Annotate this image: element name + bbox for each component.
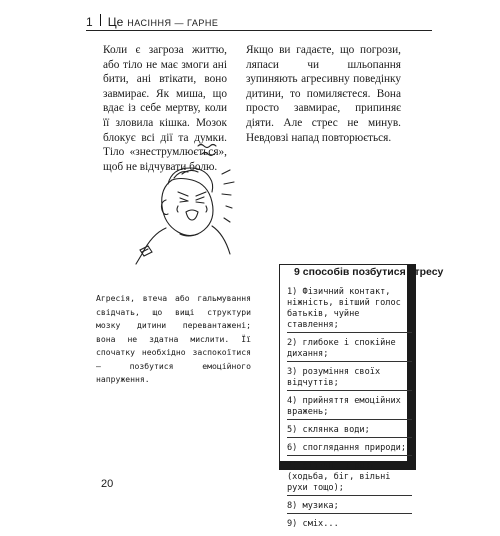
header-rule xyxy=(86,30,432,31)
running-header xyxy=(86,14,218,29)
header-divider xyxy=(100,14,101,26)
header-title-part1: Це xyxy=(107,15,124,29)
list-item: 9) сміх... xyxy=(287,519,339,529)
list-item: 6) споглядання природи; xyxy=(287,443,412,456)
crying-child-illustration xyxy=(126,140,241,265)
list-item: 3) розуміння своїх відчуттів; xyxy=(287,367,412,391)
right-column xyxy=(246,43,401,145)
box-title: 9 способів позбутися стресу xyxy=(294,266,444,278)
list-item: 1) Фізичний контакт, ніжність, вітший голос батьків, чуйне ставлення; xyxy=(287,287,412,333)
list-item: 2) глибоке і спокійне дихання; xyxy=(287,338,412,362)
chapter-number: 1 xyxy=(86,15,93,29)
caption-text: Агресія, втеча або гальмування свідчать, що вищі структури мозку дитини перевантажені; вона не здатна мислити. Її спочатку необхідно заспокоїтися — позбутися емоційного напруження. xyxy=(96,293,251,384)
illustration-caption xyxy=(96,292,251,387)
right-paragraph: Якщо ви гадаєте, що погрози, ляпаси чи шльопання зупиняють агресивну поведінку дитини, то помиляєтеся. Вона просто завмирає, припиняє діяти. Але стрес не минув. Невдовзі напад повторюється. xyxy=(246,44,401,144)
list-item: 5) склянка води; xyxy=(287,425,412,438)
page-number: 20 xyxy=(101,478,114,490)
header-title-part2: НАСІННЯ — ГАРНЕ xyxy=(127,18,219,28)
left-paragraph: Коли є загроза життю, або тіло не має змоги ані бити, ані втікати, воно завмирає. Як миша, що вдає із себе мертву, коли її зловила кішка. Мозок блокує всі дії та думки. Тіло «знеструмлюється», щоб не відчувати болю. xyxy=(103,44,227,173)
list-item: 4) прийняття емоційних вражень; xyxy=(287,396,412,420)
list-item: 7) фізичні вправи (ходьба, біг, вільні рухи тощо); xyxy=(287,461,412,496)
stress-relief-list xyxy=(287,287,412,536)
list-item: 8) музика; xyxy=(287,501,412,514)
